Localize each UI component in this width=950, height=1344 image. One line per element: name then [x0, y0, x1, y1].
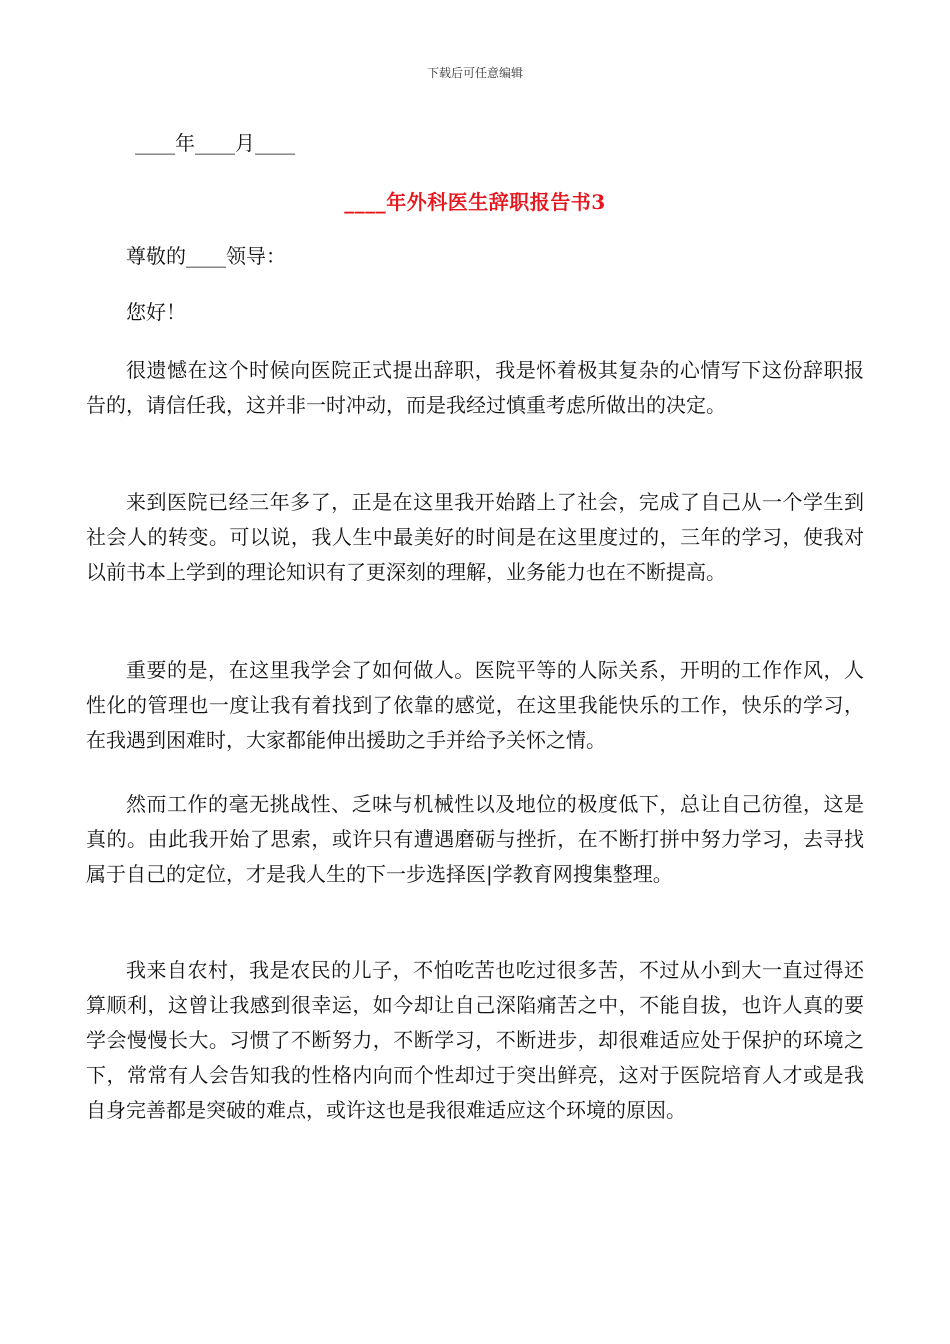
paragraph-4: [86, 787, 864, 892]
paragraph-2: [86, 485, 864, 590]
paragraph-text: 我来自农村，我是农民的儿子，不怕吃苦也吃过很多苦，不过从小到大一直过得还算顺利，这曾让我感到很幸运，如今却让自己深陷痛苦之中，不能自拔，也许人真的要学会慢慢长大。习惯了不断努力，不断学习，不断进步，却很难适应处于保护的环境之下，常常有人会告知我的性格内向而个性却过于突出鲜亮，这对于医院培育人才或是我自身完善都是突破的难点，或许这也是我很难适应这个环境的原因。: [86, 958, 864, 1122]
document-title: ____年外科医生辞职报告书3: [344, 190, 606, 214]
greeting-text: 您好！: [126, 300, 186, 324]
dateline: ____年____月____: [135, 131, 295, 155]
paragraph-text: 然而工作的毫无挑战性、乏味与机械性以及地位的极度低下，总让自己彷徨，这是真的。由此我开始了思索，或许只有遭遇磨砺与挫折，在不断打拼中努力学习，去寻找属于自己的定位，才是我人生的下一步选择医|学教育网搜集整理。: [86, 792, 864, 886]
paragraph-3: [86, 653, 864, 758]
greeting: [86, 295, 864, 330]
paragraph-text: 很遗憾在这个时候向医院正式提出辞职，我是怀着极其复杂的心情写下这份辞职报告的，请信任我，这并非一时冲动，而是我经过慎重考虑所做出的决定。: [86, 358, 864, 417]
paragraph-1: [86, 353, 864, 423]
header-note: 下载后可任意编辑: [426, 66, 523, 80]
paragraph-text: 重要的是，在这里我学会了如何做人。医院平等的人际关系，开明的工作作风，人性化的管理也一度让我有着找到了依靠的感觉，在这里我能快乐的工作，快乐的学习，在我遇到困难时，大家都能伸出援助之手并给予关怀之情。: [86, 658, 864, 752]
salutation-text: 尊敬的____领导：: [126, 244, 286, 268]
salutation: [86, 239, 864, 274]
paragraph-text: 来到医院已经三年多了，正是在这里我开始踏上了社会，完成了自己从一个学生到社会人的转变。可以说，我人生中最美好的时间是在这里度过的，三年的学习，使我对以前书本上学到的理论知识有了更深刻的理解，业务能力也在不断提高。: [86, 490, 864, 584]
paragraph-5: [86, 953, 864, 1128]
